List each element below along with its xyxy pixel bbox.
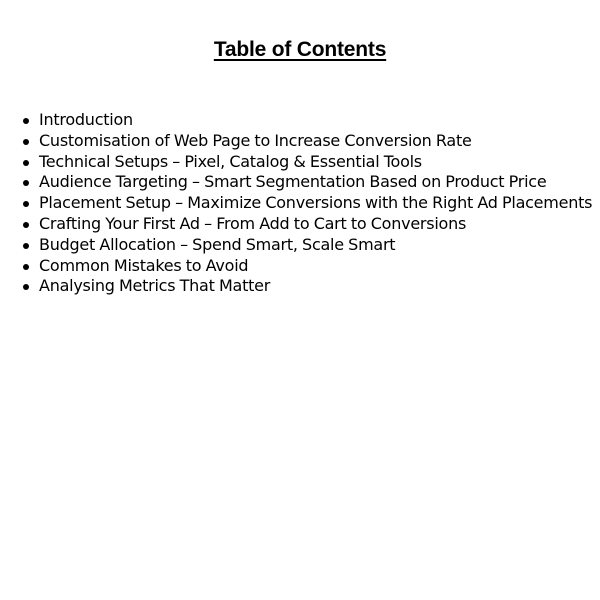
toc-item-label: Placement Setup – Maximize Conversions with the Right Ad Placements: [39, 193, 593, 213]
toc-item-label: Technical Setups – Pixel, Catalog & Essential Tools: [39, 151, 422, 171]
bullet-icon: [23, 264, 29, 270]
bullet-icon: [23, 222, 29, 228]
bullet-icon: [23, 160, 29, 166]
toc-item: [39, 214, 592, 235]
toc-item-label: Customisation of Web Page to Increase Conversion Rate: [39, 130, 472, 150]
toc-item: [39, 110, 592, 131]
toc-item-label: Crafting Your First Ad – From Add to Cart to Conversions: [39, 213, 467, 233]
page-title: Table of Contents: [213, 38, 387, 61]
toc-item: [39, 256, 592, 277]
toc-item: [39, 276, 592, 297]
bullet-icon: [23, 118, 29, 124]
bullet-icon: [23, 180, 29, 186]
bullet-icon: [23, 201, 29, 207]
toc-list: [0, 110, 592, 297]
toc-item: [39, 193, 592, 214]
bullet-icon: [23, 243, 29, 249]
toc-item: [39, 131, 592, 152]
toc-item-label: Analysing Metrics That Matter: [39, 276, 271, 296]
toc-item: [39, 172, 592, 193]
toc-item-label: Budget Allocation – Spend Smart, Scale Smart: [39, 234, 396, 254]
toc-item-label: Audience Targeting – Smart Segmentation Based on Product Price: [39, 172, 547, 192]
bullet-icon: [23, 139, 29, 145]
toc-item: [39, 152, 592, 173]
toc-item-label: Common Mistakes to Avoid: [39, 255, 249, 275]
bullet-icon: [23, 284, 29, 290]
toc-item: [39, 235, 592, 256]
toc-item-label: Introduction: [39, 110, 133, 129]
